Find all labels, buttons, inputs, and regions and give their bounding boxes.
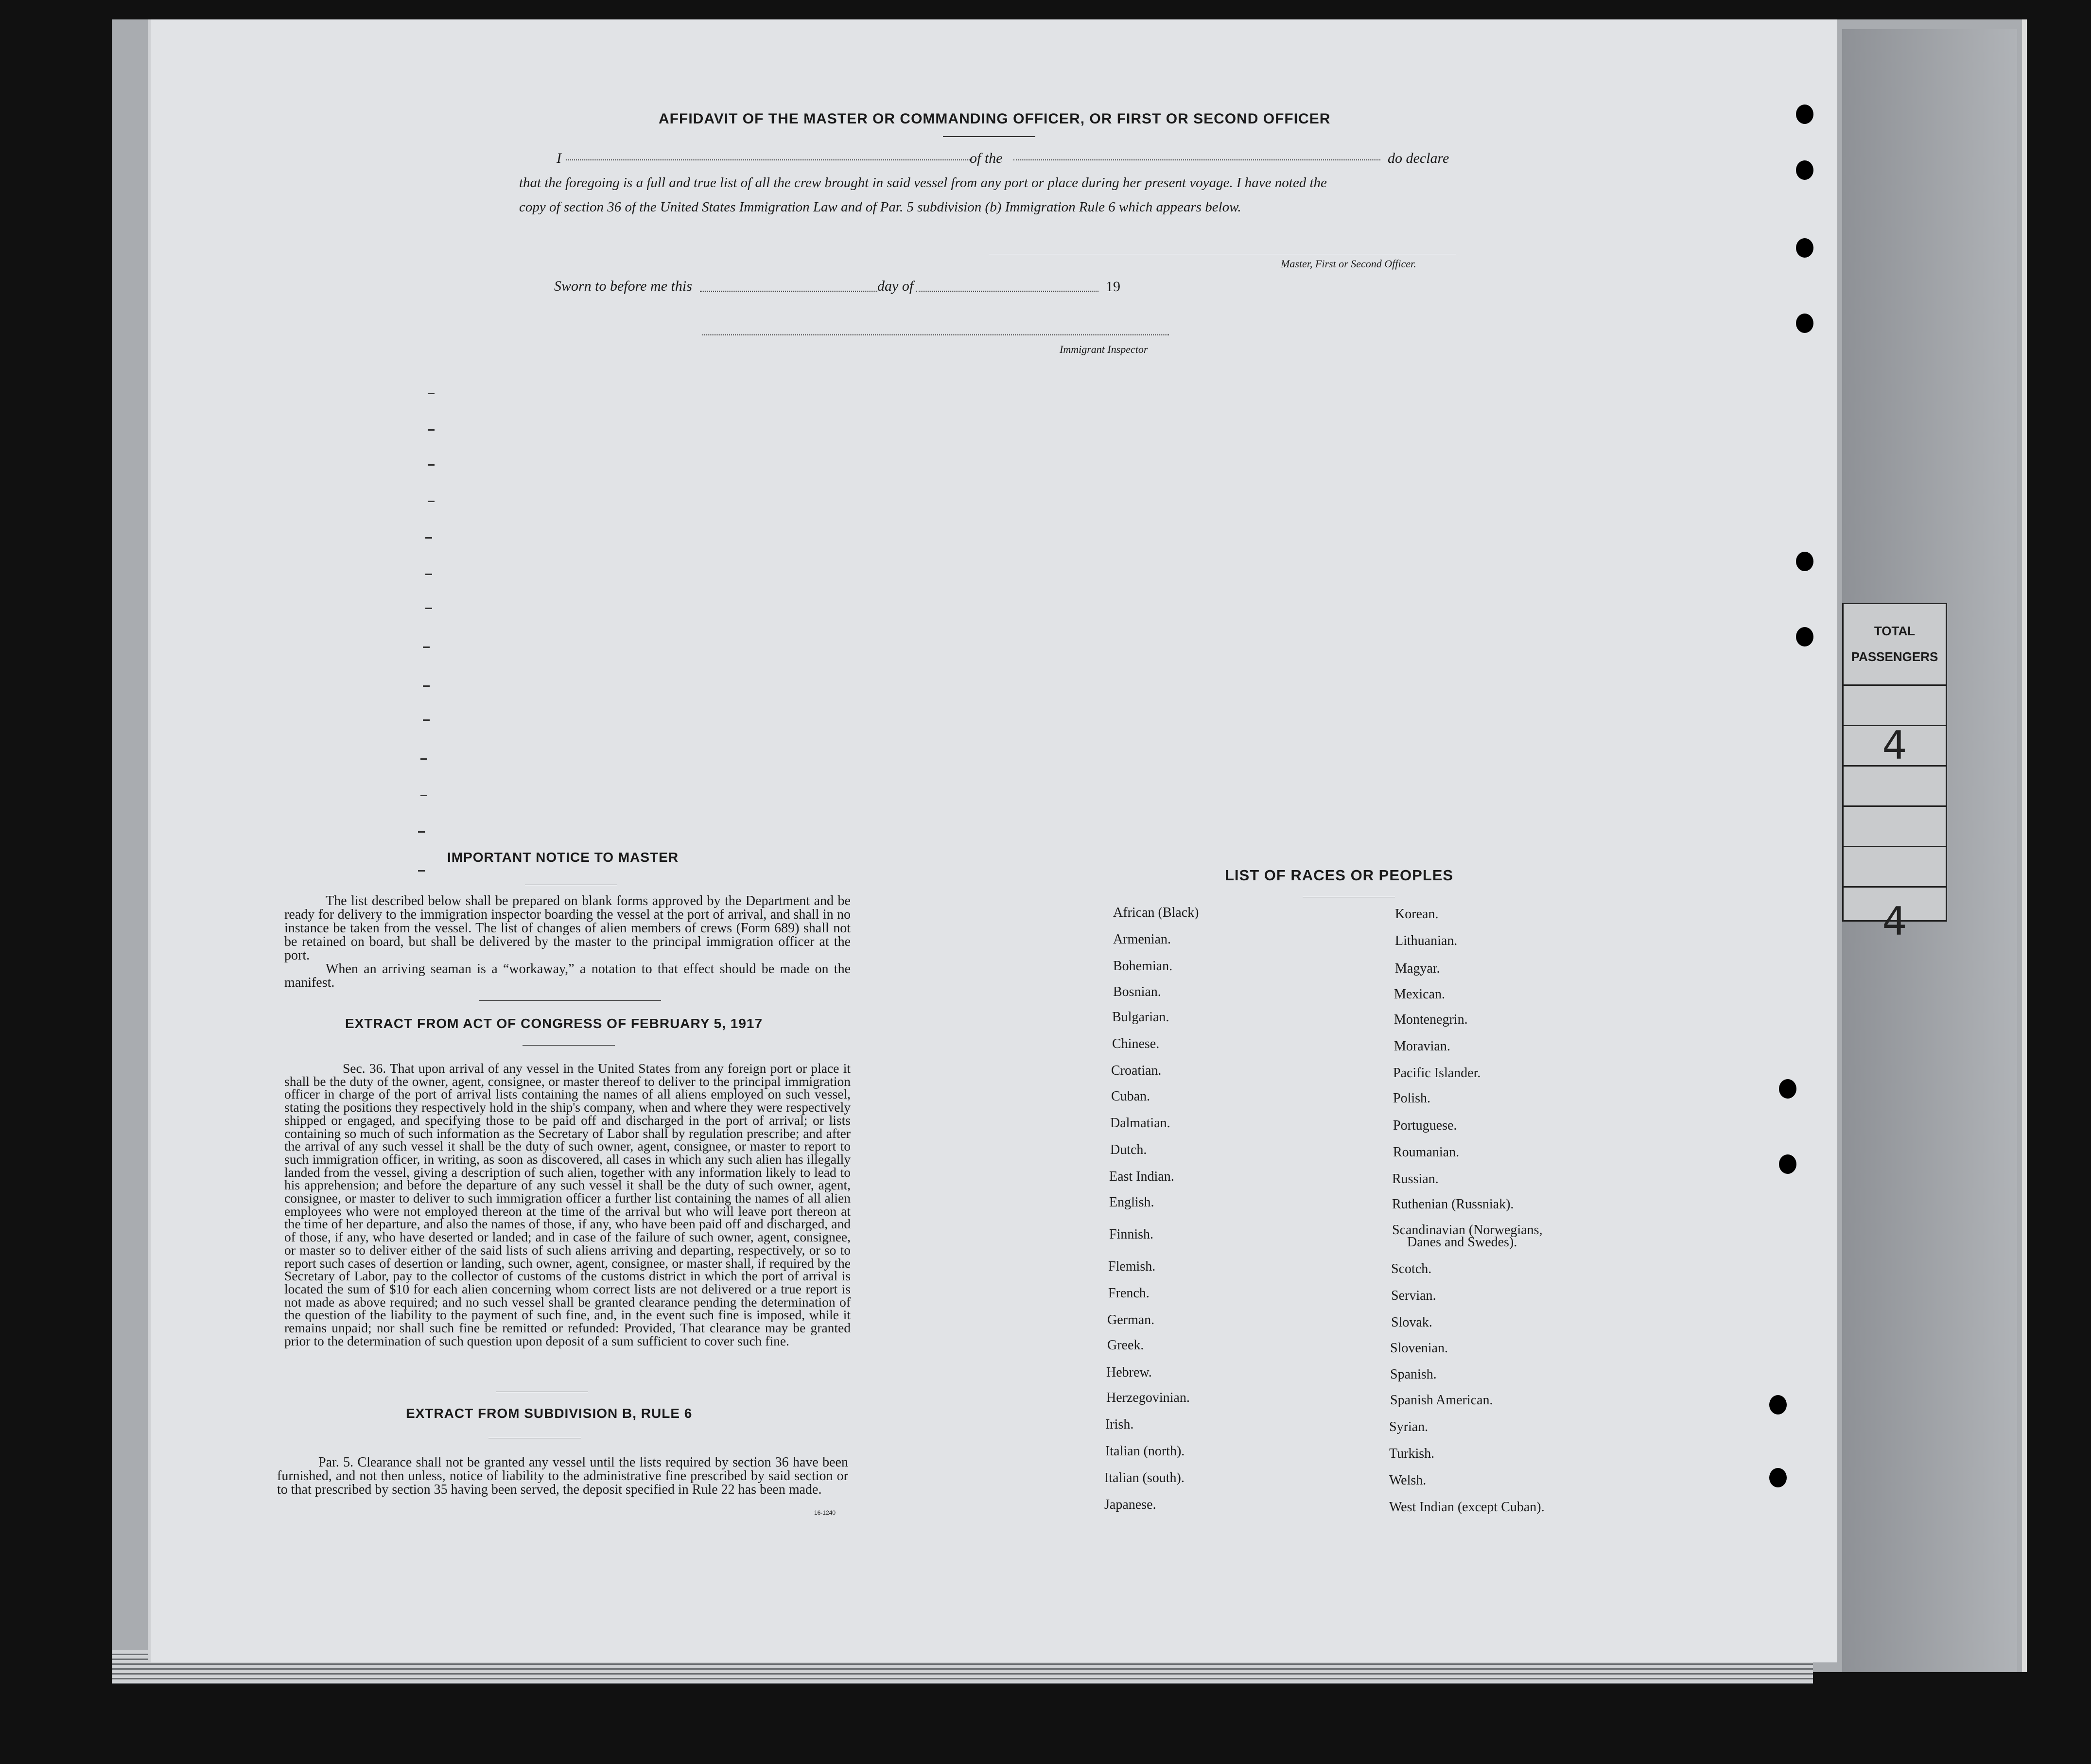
race-item: Bosnian.: [1113, 984, 1161, 999]
race-item: Croatian.: [1111, 1063, 1162, 1078]
month-blank: [916, 291, 1098, 292]
race-item: Hebrew.: [1106, 1365, 1152, 1380]
race-item: West Indian (except Cuban).: [1389, 1500, 1545, 1515]
race-item: Russian.: [1392, 1171, 1439, 1187]
margin-tick: [418, 831, 425, 833]
races-title: LIST OF RACES OR PEOPLES: [1225, 867, 1454, 884]
affidavit-of-the: of the: [970, 150, 1003, 166]
inspector-line: [702, 334, 1169, 335]
name-blank: [566, 159, 970, 160]
race-item: Greek.: [1107, 1338, 1144, 1353]
extract-act-title: EXTRACT FROM ACT OF CONGRESS OF FEBRUARY 5, 1917: [345, 1016, 763, 1031]
race-item: Lithuanian.: [1395, 933, 1458, 948]
notice-para2: When an arriving seaman is a “workaway,” a notation to that effect should be made on the manifest.: [284, 961, 851, 990]
race-item: Spanish.: [1390, 1367, 1437, 1382]
race-item: Syrian.: [1389, 1419, 1429, 1434]
vessel-blank: [1013, 159, 1380, 160]
race-item: Scandinavian (Norwegians,: [1392, 1223, 1543, 1238]
day-blank: [700, 291, 877, 292]
affidavit-line3: copy of section 36 of the United States Immigration Law and of Par. 5 subdivision (b) Immigration Rule 6 which appears below.: [519, 199, 1241, 215]
binder-hole-icon: [1796, 627, 1813, 646]
race-item: Servian.: [1391, 1288, 1436, 1303]
margin-tick: [428, 464, 435, 466]
margin-tick: [423, 646, 430, 648]
race-item: Pacific Islander.: [1393, 1065, 1481, 1081]
affidavit-i: I: [557, 150, 561, 166]
race-item: Armenian.: [1113, 932, 1171, 947]
divider: [479, 1000, 661, 1001]
tp-row: [1844, 807, 1946, 847]
race-item: Bohemian.: [1113, 959, 1173, 974]
race-item: East Indian.: [1109, 1169, 1174, 1184]
notice-title: IMPORTANT NOTICE TO MASTER: [447, 850, 679, 865]
race-item: Montenegrin.: [1394, 1012, 1468, 1027]
race-item: German.: [1107, 1312, 1155, 1327]
binder-hole-icon: [1779, 1079, 1796, 1099]
tp-row-value: 4: [1844, 726, 1946, 767]
race-item: Japanese.: [1104, 1497, 1156, 1512]
race-item: Finnish.: [1109, 1227, 1154, 1242]
margin-tick: [425, 574, 432, 575]
binder-hole-icon: [1796, 105, 1813, 124]
race-item: Italian (north).: [1105, 1444, 1185, 1459]
race-item: Magyar.: [1395, 961, 1440, 976]
race-item: Slovenian.: [1390, 1341, 1448, 1356]
tp-row: [1844, 686, 1946, 726]
signature-label: Master, First or Second Officer.: [1281, 258, 1416, 270]
race-item: Cuban.: [1111, 1089, 1150, 1104]
race-item: Bulgarian.: [1112, 1010, 1169, 1025]
race-item: Flemish.: [1108, 1259, 1156, 1274]
total-passengers-table: [1842, 603, 1947, 944]
sworn-day-of: day of: [877, 278, 914, 294]
binder-hole-icon: [1796, 552, 1813, 571]
race-item: Irish.: [1105, 1417, 1134, 1432]
extract-rule-title: EXTRACT FROM SUBDIVISION B, RULE 6: [406, 1406, 693, 1421]
tp-row-value: 4: [1882, 899, 1907, 944]
race-item: Chinese.: [1112, 1036, 1160, 1051]
race-item: Portuguese.: [1393, 1118, 1457, 1133]
extract-rule-body: Par. 5. Clearance shall not be granted any vessel until the lists required by section 36 have been furnished, and not then unless, notice of liability to the administrative fine prescribed by said section or to that prescribed by section 35 having been served, the deposit specified in Rule 22 has been made.: [277, 1455, 848, 1497]
race-item: French.: [1108, 1286, 1150, 1301]
race-item: Danes and Swedes).: [1407, 1235, 1517, 1250]
race-item: Slovak.: [1391, 1315, 1432, 1330]
race-item: Italian (south).: [1104, 1470, 1185, 1485]
margin-tick: [423, 685, 430, 687]
total-passengers-header: [1844, 604, 1946, 686]
form-number: 16-1240: [814, 1509, 836, 1516]
affidavit-line2: that the foregoing is a full and true list of all the crew brought in said vessel from any port or place during her present voyage. I have noted the: [519, 175, 1327, 191]
margin-tick: [428, 501, 435, 502]
margin-tick: [420, 758, 427, 760]
affidavit-declare: do declare: [1388, 150, 1449, 166]
race-item: Dutch.: [1110, 1142, 1147, 1157]
manifest-page: [151, 19, 1837, 1662]
margin-tick: [420, 795, 427, 796]
race-item: Mexican.: [1394, 987, 1445, 1002]
race-item: Dalmatian.: [1110, 1116, 1170, 1131]
race-item: Herzegovinian.: [1106, 1390, 1190, 1405]
race-item: Roumanian.: [1393, 1145, 1460, 1160]
extract-act-body: Sec. 36. That upon arrival of any vessel in the United States from any foreign port or place it shall be the duty of the owner, agent, consignee, or master thereof to deliver to the principal immigration officer in charge of the port of arrival lists containing the names of all aliens employed on such vessel, stating the positions they respectively hold in the ship's company, when and where they were respectively shipped or engaged, and specifying those to be paid off and discharged in the port of arrival; or lists containing so much of such information as the Secretary of Labor shall by regulation prescribe; and after the arrival of any such vessel it shall be the duty of such owner, agent, consignee, or master to report to such immigration officer, in writing, as soon as discovered, all cases in which any such alien has illegally landed from the vessel, giving a description of such alien, together with any information likely to lead to his apprehension; and before the departure of any such vessel it shall be the duty of such owner, agent, consignee, or master to deliver to such immigration officer a further list containing the names of all alien employees who were not employed thereon at the time of the arrival but who will leave port thereon at the time of her departure, and also the names of those, if any, who have been paid off and discharged, and of those, if any, who have deserted or landed; and in case of the failure of such owner, agent, consignee, or master so to deliver either of the said lists of such aliens arriving and departing, respectively, or so to report such cases of desertion or landing, such owner, agent, consignee, or master shall, if required by the Secretary of Labor, pay to the collector of customs of the customs district in which the port of arrival is located the sum of $10 for each alien concerning whom correct lists are not delivered or a true report is not made as above required; and no such vessel shall be granted clearance pending the determination of the question of the liability to the payment of such fine, and, in the event such fine is imposed, while it remains unpaid; nor shall such fine be remitted or refunded: Provided, That clearance may be granted prior to the determination of such question upon deposit of a sum sufficient to cover such fine.: [284, 1061, 851, 1348]
tp-row: [1844, 847, 1946, 888]
race-item: English.: [1109, 1195, 1154, 1210]
race-item: Polish.: [1393, 1091, 1431, 1106]
tp-row: [1844, 767, 1946, 807]
binder-hole-icon: [1796, 238, 1813, 258]
race-item: Turkish.: [1389, 1446, 1435, 1461]
sworn-prefix: Sworn to before me this: [554, 278, 692, 294]
passengers-label: PASSENGERS: [1851, 649, 1938, 664]
binder-hole-icon: [1769, 1395, 1787, 1415]
divider: [523, 1045, 615, 1046]
divider: [943, 136, 1035, 137]
margin-tick: [428, 393, 435, 394]
race-item: Welsh.: [1389, 1473, 1427, 1488]
notice-para1: The list described below shall be prepared on blank forms approved by the Department and be ready for delivery to the immigration inspector boarding the vessel at the port of arrival, and shall in no instance be taken from the vessel. The list of changes of alien members of crews (Form 689) shall not be retained on board, but shall be delivered by the master to the principal immigration officer at the port.: [284, 893, 851, 963]
margin-tick: [423, 719, 430, 721]
race-item: African (Black): [1113, 905, 1199, 920]
margin-tick: [425, 537, 432, 539]
binder-hole-icon: [1796, 314, 1813, 333]
binder-hole-icon: [1779, 1154, 1796, 1174]
margin-tick: [418, 870, 425, 872]
race-item: Korean.: [1395, 907, 1439, 922]
binder-hole-icon: [1769, 1468, 1787, 1487]
race-item: Scotch.: [1391, 1261, 1432, 1276]
sworn-year: 19: [1106, 279, 1120, 295]
inspector-label: Immigrant Inspector: [1060, 343, 1148, 355]
margin-tick: [428, 429, 435, 431]
affidavit-title: AFFIDAVIT OF THE MASTER OR COMMANDING OFFICER, OR FIRST OR SECOND OFFICER: [659, 111, 1331, 127]
binder-hole-icon: [1796, 160, 1813, 180]
total-label: TOTAL: [1874, 624, 1916, 638]
race-item: Spanish American.: [1390, 1393, 1493, 1408]
margin-tick: [425, 608, 432, 609]
race-item: Moravian.: [1394, 1039, 1450, 1054]
race-item: Ruthenian (Russniak).: [1392, 1197, 1514, 1212]
